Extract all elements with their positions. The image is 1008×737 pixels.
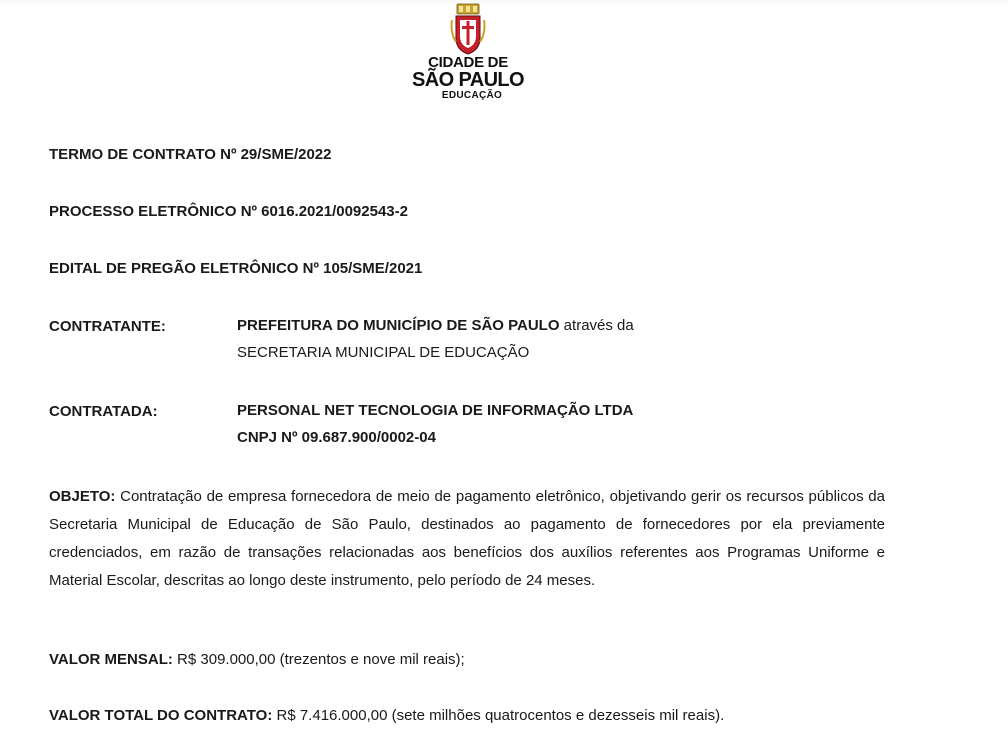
objeto-text: Contratação de empresa fornecedora de meio de pagamento eletrônico, objetivando gerir os recursos públicos da Secretaria Municipal de Educação de São Paulo, destinados ao pagamento de fornecedores por ela previamente credenciados, em razão de transações relacionadas aos benefícios dos auxílios referentes aos Programas Uniforme e Material Escolar, descritas ao longo deste instrumento, pelo período de 24 meses. [49,488,885,589]
contratada-value [237,397,633,451]
valor-mensal [49,651,465,668]
valor-mensal-label: VALOR MENSAL: [49,651,173,668]
edital-number: EDITAL DE PREGÃO ELETRÔNICO Nº 105/SME/2021 [49,260,423,277]
contratada-cnpj: CNPJ Nº 09.687.900/0002-04 [237,429,436,446]
coat-of-arms-icon [448,2,488,56]
valor-total-text: R$ 7.416.000,00 (sete milhões quatrocentos e dezesseis mil reais). [272,707,725,724]
logo-text-educacao: EDUCAÇÃO [441,90,503,101]
contratante-label: CONTRATANTE: [49,318,166,335]
valor-mensal-text: R$ 309.000,00 (trezentos e nove mil reais); [172,651,465,668]
contratante-name: PREFEITURA DO MUNICÍPIO DE SÃO PAULO [237,317,560,334]
contratante-value [237,312,634,366]
contratada-name: PERSONAL NET TECNOLOGIA DE INFORMAÇÃO LTDA [237,402,634,419]
objeto-label: OBJETO: [49,488,116,505]
logo-text-cidade-de: CIDADE DE [428,54,508,71]
process-number: PROCESSO ELETRÔNICO Nº 6016.2021/0092543-2 [49,203,408,220]
city-logo [408,2,528,102]
logo-text-sao-paulo: SÃO PAULO [411,69,524,91]
contract-number: TERMO DE CONTRATO Nº 29/SME/2022 [49,146,332,163]
contratada-label: CONTRATADA: [49,403,158,420]
contratante-secretaria: SECRETARIA MUNICIPAL DE EDUCAÇÃO [237,344,530,361]
valor-total-label: VALOR TOTAL DO CONTRATO: [49,707,273,724]
contratante-connector: através da [559,317,634,334]
valor-total [49,707,724,724]
objeto-paragraph [49,483,885,595]
